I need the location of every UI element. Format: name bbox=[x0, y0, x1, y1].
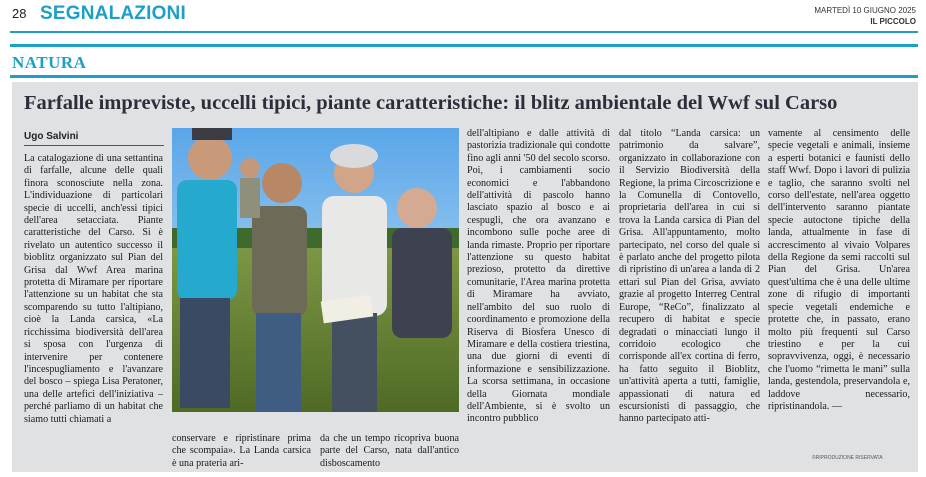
column-text: La catalogazione di una settantina di farfalle, alcune delle quali finora sconosciute nella zona. L'individuazione di particolari specie di uccelli, anch'essi tipici dell'area setacciata. Piante caratteristiche del Carso. Si è rivelato un autentico successo il bioblitz organizzato sul Pian del Grisa dal Wwf Area marina protetta di Miramare per riportare l'attenzione su un habitat che sta scomparendo su tutto l'altipiano, cioè la Landa carsica, «La ricchissima biodiversità dell'area si sposa con l'urgenza di intervenire per contenere l'incespugliamento e l'avanzare del bosco – spiega Lisa Peratoner, una delle artefici dell'iniziativa – perché parliamo di un habitat che siamo tutti chiamati a bbox=[24, 153, 163, 425]
column-text: da che un tempo ricopriva buona parte del Carso, nata dall'antico disboscamento bbox=[320, 433, 459, 469]
page-number: 28 bbox=[12, 6, 27, 21]
headline: Farfalle impreviste, uccelli tipici, piante caratteristiche: il blitz ambientale del Wwf sul Carso bbox=[24, 92, 838, 114]
publication-name: IL PICCOLO bbox=[870, 17, 916, 26]
byline: Ugo Salvini bbox=[24, 131, 79, 142]
header-rule bbox=[10, 31, 918, 33]
column-text: vamente al censimento delle specie vegetali e animali, insieme a esperti botanici e faunisti dello staff Wwf. Dopo i lavori di pulizia e taglio, che saranno svolti nel corso dell'estate, nell'area oggetto dell'intervento saranno piantate specie autoctone tipiche della landa, attualmente in fase di accrescimento al vivaio Volpares della Regione da semi raccolti sul Pian del Grisa. Un'area quest'ultima che è una delle ultime zone di rifugio di importanti specie vegetali endemiche e protette che, in passato, erano molto più frequenti sul Carso triestino e per la cui sopravvivenza, oggi, è necessario che l'uomo “rimetta le mani” sulla landa, gestendola, preservandola e, laddove necessario, ripristinandola. — bbox=[768, 128, 910, 412]
column-text: dell'altipiano e dalle attività di pastorizia tradizionale qui condotte fino agli anni '50 del secolo scorso. Poi, i cambiamenti socio economici e l'abbandono dell'attività di pascolo hanno lasciato spazio al bosco e ai cespugli, che ora avanzano e incombono sulle poche aree di landa rimaste. Proprio per riportare l'attenzione su questo habitat prezioso, protetto da direttive comunitarie, l'Area marina protetta di Miramare ha avviato, nell'ambito del suo ruolo di coordinamento e promozione della Riserva di Biosfera Unesco di Miramare e della costiera triestina, una due giorni di eventi di informazione e sensibilizzazione. La scorsa settimana, in occasione della Giornata mondiale dell'Ambiente, si è svolto un incontro pubblico bbox=[467, 128, 610, 425]
column-4 bbox=[619, 128, 760, 426]
copyright-note: ©RIPRODUZIONE RISERVATA bbox=[812, 455, 883, 461]
article-photo bbox=[172, 128, 459, 412]
dateline bbox=[814, 5, 916, 27]
kicker: NATURA bbox=[12, 53, 87, 72]
issue-date: MARTEDÌ 10 GIUGNO 2025 bbox=[814, 6, 916, 15]
kicker-bottom-rule bbox=[10, 75, 918, 78]
column-text: dal titolo “Landa carsica: un patrimonio da salvare”, organizzato in collaborazione con il Servizio Biodiversità della Regione, la prima Circoscrizione e la Comunella di Contovello, proprietaria dell'area in cui si trova la Landa carsica di Pian del Grisa. All'appuntamento, molto partecipato, nel corso del quale si è parlato anche del progetto pilota di ripristino di un'area a landa di 2 ettari sul Pian del Grisa, avviato grazie al progetto Interreg Central Europe, “ReCo”, finalizzato al recupero di habitat e specie degradati o minacciati lungo il corridoio ecologico che corrisponde all'ex cortina di ferro, ha fatto seguito il Bioblitz, un'attività aperta a tutti, famiglie, appassionati di natura ed escursionisti di passaggio, che hanno partecipato atti- bbox=[619, 128, 760, 425]
column-2b bbox=[320, 433, 459, 470]
column-3 bbox=[467, 128, 610, 426]
column-text: conservare e ripristinare prima che scompaia». La Landa carsica è una prateria ari- bbox=[172, 433, 311, 469]
column-2a bbox=[172, 433, 311, 470]
photo-hikers-illustration bbox=[172, 128, 459, 412]
column-5 bbox=[768, 128, 910, 413]
kicker-top-rule bbox=[10, 44, 918, 47]
section-title: SEGNALAZIONI bbox=[40, 3, 186, 24]
byline-rule bbox=[24, 145, 164, 146]
column-1 bbox=[24, 153, 163, 426]
